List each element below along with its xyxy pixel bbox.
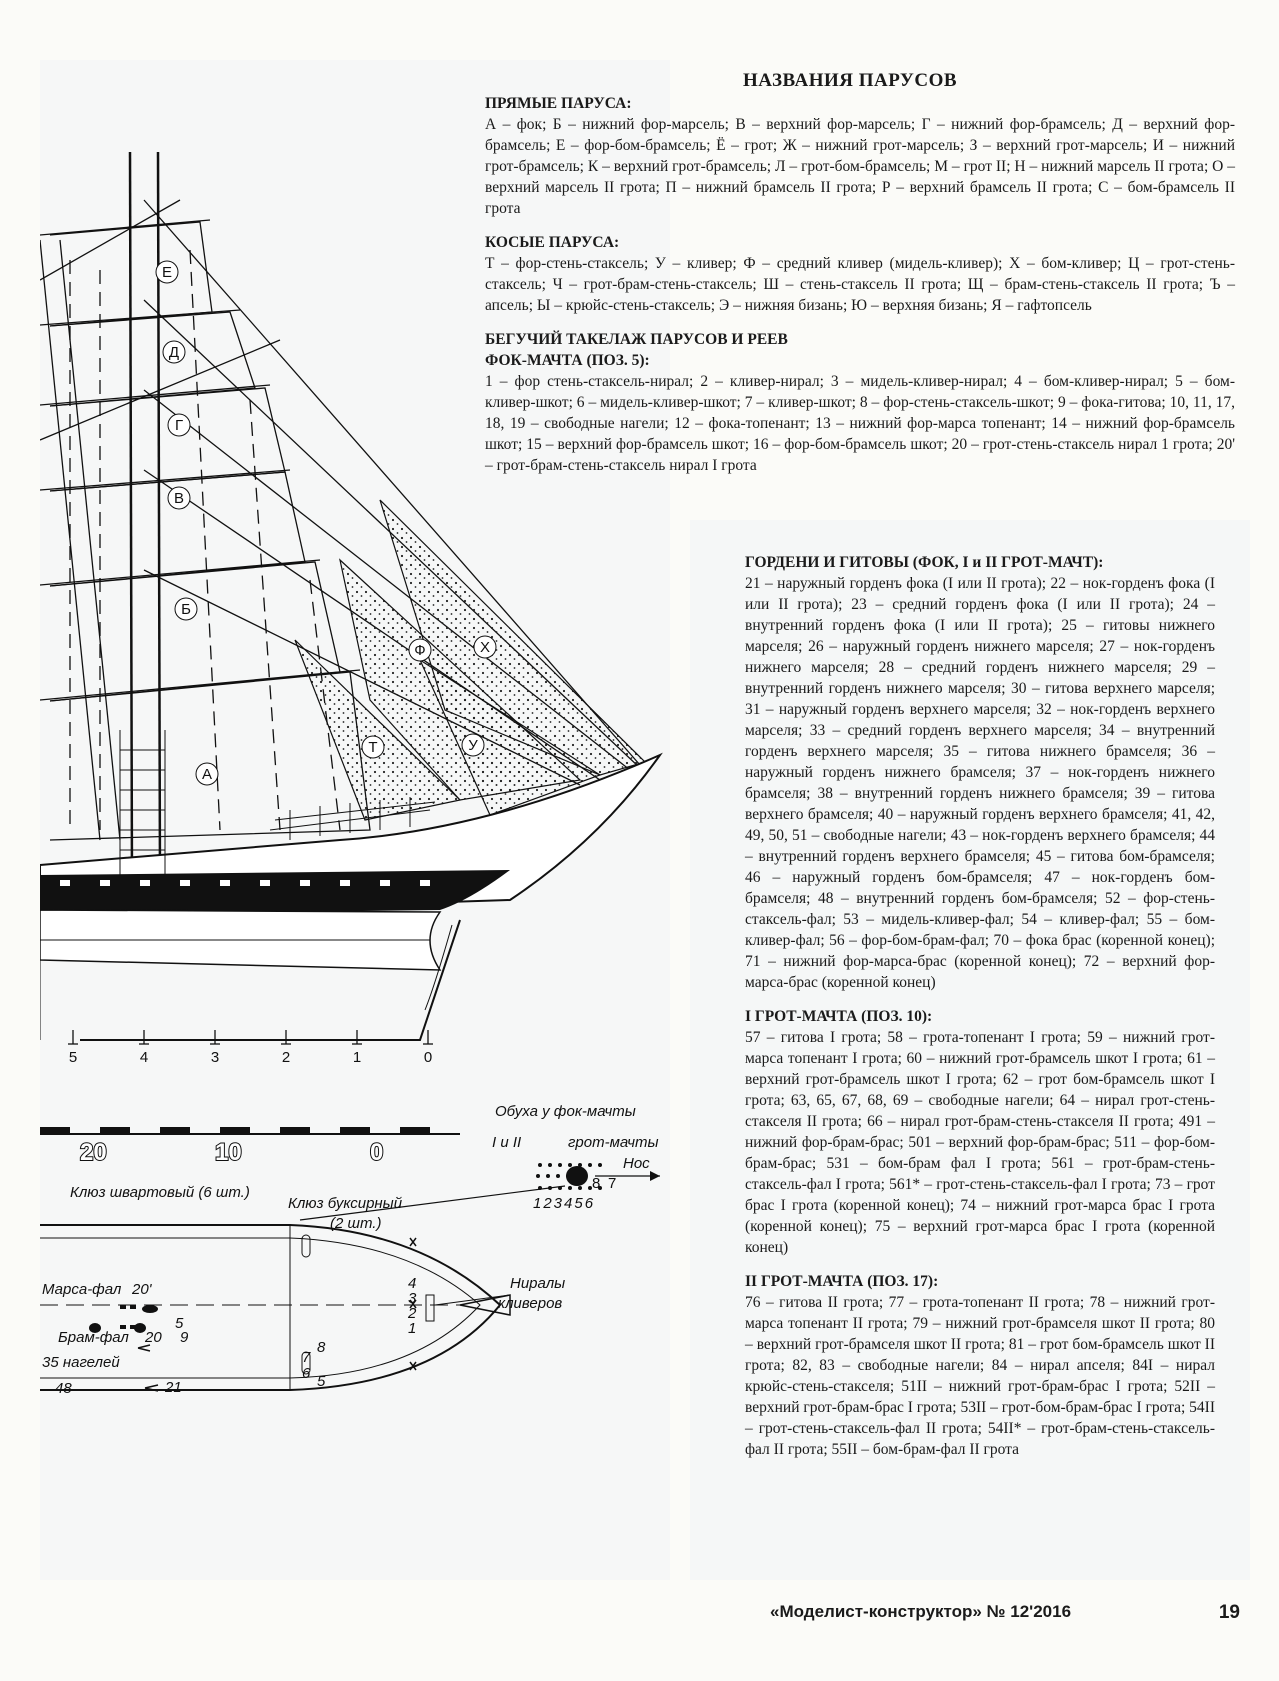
label-21: 21 xyxy=(165,1379,182,1396)
deck-plan-drawing xyxy=(40,1090,700,1460)
label-obukha-rest: грот-мачты xyxy=(568,1134,659,1151)
svg-text:Г: Г xyxy=(174,417,184,434)
sail-label-g xyxy=(168,414,190,436)
label-marsa-fal: Марса-фал xyxy=(42,1281,122,1298)
scale-tick-2: 2 xyxy=(281,1049,291,1066)
label-4: 4 xyxy=(408,1275,417,1292)
main2-heading: II ГРОТ-МАЧТА (ПОЗ. 17): xyxy=(745,1273,939,1290)
scale-tick-4: 4 xyxy=(139,1049,149,1066)
label-5b: 5 xyxy=(317,1373,326,1390)
svg-text:В: В xyxy=(173,490,185,507)
fore-and-aft-text: Т – фор-стень-стаксель; У – кливер; Ф – средний кливер (мидель-кливер); Х – бом-кливер; Ц – грот-стень-стаксель; Ч – грот-брам-стень-стаксель; Ш – стень-стаксель II грота; Щ – брам-стень-стаксель II грота; Ъ – апсель; Ы – крюйс-стень-стаксель; Э – нижняя бизань; Ю – верхняя бизань; Я – гафтопсель xyxy=(485,255,1235,314)
sail-label-v xyxy=(168,487,190,509)
label-obukha: Обуха у фок-мачты xyxy=(495,1103,636,1120)
square-sails-heading: ПРЯМЫЕ ПАРУСА: xyxy=(485,95,632,112)
label-nageli: 35 нагелей xyxy=(42,1354,120,1371)
label-20: 20 xyxy=(145,1329,162,1346)
label-6: 6 xyxy=(302,1365,311,1382)
magazine-issue: «Моделист-конструктор» № 12'2016 xyxy=(770,1602,1072,1621)
sail-label-t xyxy=(362,736,384,758)
station-scale xyxy=(40,1030,480,1080)
svg-text:Т: Т xyxy=(368,739,378,756)
fore-and-aft-heading: КОСЫЕ ПАРУСА: xyxy=(485,234,620,251)
svg-text:У: У xyxy=(468,737,478,754)
right-text-column xyxy=(745,552,1215,1460)
label-1: 1 xyxy=(408,1320,417,1337)
label-obukha-roman: I и II xyxy=(492,1134,522,1151)
svg-text:Е: Е xyxy=(161,264,173,281)
ruler-10: 10 xyxy=(215,1139,242,1166)
scale-tick-0: 0 xyxy=(423,1049,433,1066)
label-nos: Нос xyxy=(623,1155,650,1172)
main1-heading: I ГРОТ-МАЧТА (ПОЗ. 10): xyxy=(745,1008,933,1025)
ruler-0: 0 xyxy=(370,1139,384,1166)
sail-label-kh xyxy=(474,636,496,658)
fore-mast-position xyxy=(566,1166,588,1186)
gordeni-heading: ГОРДЕНИ И ГИТОВЫ (ФОК, I и II ГРОТ-МАЧТ): xyxy=(745,554,1104,571)
svg-text:Ф: Ф xyxy=(414,642,426,659)
scale-tick-5: 5 xyxy=(68,1049,78,1066)
page-number: 19 xyxy=(1218,1602,1240,1623)
label-bram-fal: Брам-фал xyxy=(58,1329,129,1346)
label-8b: 8 xyxy=(317,1339,326,1356)
sail-label-u xyxy=(462,734,484,756)
running-rigging-heading: БЕГУЧИЙ ТАКЕЛАЖ ПАРУСОВ И РЕЕВ xyxy=(485,331,788,348)
label-klyuz-buks-2: (2 шт.) xyxy=(330,1215,382,1232)
label-9: 9 xyxy=(180,1329,189,1346)
label-8: 8 xyxy=(592,1175,601,1192)
square-sails-text: А – фок; Б – нижний фор-марсель; В – верхний фор-марсель; Г – нижний фор-брамсель; Д – верхний фор-брамсель; Е – фор-бом-брамсель; Ё – грот; Ж – нижний грот-марсель; З – верхний грот-марсель; И – нижний грот-брамсель; К – верхний грот-брамсель; Л – грот-бом-брамсель; М – грот II; Н – нижний марсель II грота; О – верхний марсель II грота; П – нижний брамсель II грота; Р – верхний брамсель II грота; С – бом-брамсель II грота xyxy=(485,116,1235,217)
label-klyuz-shvart: Клюз швартовый (6 шт.) xyxy=(70,1184,250,1201)
label-48: 48 xyxy=(55,1380,72,1397)
scale-tick-1: 1 xyxy=(352,1049,362,1066)
label-7: 7 xyxy=(608,1175,617,1192)
label-20-prime: 20' xyxy=(132,1281,152,1298)
label-niraly-1: Ниралы xyxy=(510,1275,566,1292)
page-title: НАЗВАНИЯ ПАРУСОВ xyxy=(742,70,958,91)
label-numbers-row: 123456 xyxy=(533,1195,596,1212)
top-text-column xyxy=(485,93,1235,476)
sail-label-f xyxy=(409,639,431,661)
sail-label-a xyxy=(196,763,218,785)
label-7b: 7 xyxy=(302,1349,311,1366)
main2-text: 76 – гитова II грота; 77 – грота-топенант II грота; 78 – нижний грот-марса топенант II грота; 79 – нижний грот-брамселя шкот II грота; 80 – верхний грот-брамселя шкот II грота; 81 – грот бом-брамсель шкот II грота; 82, 83 – свободные нагели; 84 – нирал апселя; 84I – нирал крюйс-стень-стакселя; 51II – нижний грот-брам-брас I грота; 52II – верхний грот-брам-брас I грота; 53II – грот-бом-брам-брас I грота; 54II – грот-стень-стаксель-фал II грота; 54II* – грот-брам-стень-стаксель-фал II грота; 55II – бом-брам-фал II грота xyxy=(745,1294,1215,1458)
scale-tick-3: 3 xyxy=(210,1049,220,1066)
fore-mast-subheading: ФОК-МАЧТА (ПОЗ. 5): xyxy=(485,352,650,369)
gordeni-text: 21 – наружный горденъ фока (I или II грота); 22 – нок-горденъ фока (I или II грота); 23 – средний горденъ фока (I или II грота); 24 – внутренний горденъ фока (I или II грота); 25 – гитовы нижнего марселя; 26 – наружный горденъ нижнего марселя; 27 – нок-горденъ нижнего марселя; 28 – средний горденъ нижнего марселя; 29 – внутренний горденъ нижнего марселя; 30 – гитова верхнего марселя; 31 – наружный горденъ верхнего марселя; 32 – нок-горденъ верхнего марселя; 33 – средний горденъ верхнего марселя; 34 – внутренний горденъ верхнего марселя; 35 – гитова нижнего брамселя; 36 – наружный горденъ нижнего брамселя; 37 – нок-горденъ нижнего брамселя; 38 – внутренний горденъ нижнего брамселя; 39 – гитова верхнего брамселя; 40 – наружный горденъ верхнего брамселя; 41, 42, 49, 50, 51 – свободные нагели; 43 – нок-горденъ верхнего брамселя; 44 – внутренний горденъ верхнего брамселя; 45 – гитова бом-брамселя; 46 – наружный горденъ бом-брамселя; 47 – нок-горденъ бом-брамселя; 48 – внутренний горденъ бом-брамселя; 52 – фор-стень-стаксель-фал; 53 – мидель-кливер-фал; 54 – кливер-фал; 55 – бом-кливер-фал; 56 – фор-бом-брам-фал; 70 – фока брас (коренной конец); 71 – нижний фор-марса-брас (коренной конец); 72 – верхний фор-марса-брас (коренной конец) xyxy=(745,575,1215,991)
label-klyuz-buks-1: Клюз буксирный xyxy=(288,1195,403,1212)
sail-label-d xyxy=(163,341,185,363)
label-3: 3 xyxy=(408,1290,417,1307)
sail-label-b xyxy=(175,598,197,620)
label-5: 5 xyxy=(175,1315,184,1332)
sail-label-e xyxy=(156,261,178,283)
label-2: 2 xyxy=(408,1305,417,1322)
svg-text:Д: Д xyxy=(168,344,180,361)
main1-text: 57 – гитова I грота; 58 – грота-топенант I грота; 59 – нижний грот-марса топенант I грота; 60 – нижний грот-брамсель шкот I грота; 61 – верхний грот-брамсель шкот I грота; 62 – грот бом-брамсель шкот I грота; 63, 65, 67, 68, 69 – свободные нагели; 64 – нирал грот-стень-стакселя II грота; 66 – нирал грот-брам-стень-стакселя II грота; 491 – нижний фор-брам-брас; 501 – верхний фор-брам-брас; 511 – фор-бом-брам-брас; 531 – бом-брам фал I грота; 561 – грот-брам-стень-стаксель-фал I грота; 561* – грот-стень-стаксель-фал I грота; 73 – грот брас I грота (коренной конец); 74 – нижний грот-марса брас I грота (коренной конец); 75 – верхний грот-марса брас I грота (коренной конец) xyxy=(745,1029,1215,1256)
svg-text:Х: Х xyxy=(479,639,491,656)
running-rigging-text: 1 – фор стень-стаксель-нирал; 2 – кливер-нирал; 3 – мидель-кливер-нирал; 4 – бом-кливер-нирал; 5 – бом-кливер-шкот; 6 – мидель-кливер-шкот; 7 – кливер-шкот; 8 – фор-стень-стаксель-шкот; 9 – фока-гитова; 10, 11, 17, 18, 19 – свободные нагели; 12 – фока-топенант; 13 – нижний фор-марса топенант; 14 – нижний фор-брамсель шкот; 15 – верхний фор-брамсель шкот; 16 – фор-бом-брамсель шкот; 20 – грот-стень-стаксель нирал 1 грота; 20' – грот-брам-стень-стаксель нирал I грота xyxy=(485,373,1235,474)
label-niraly-2: кливеров xyxy=(498,1295,563,1312)
svg-text:Б: Б xyxy=(181,601,191,618)
ruler-20: 20 xyxy=(80,1139,107,1166)
svg-text:А: А xyxy=(201,766,213,783)
